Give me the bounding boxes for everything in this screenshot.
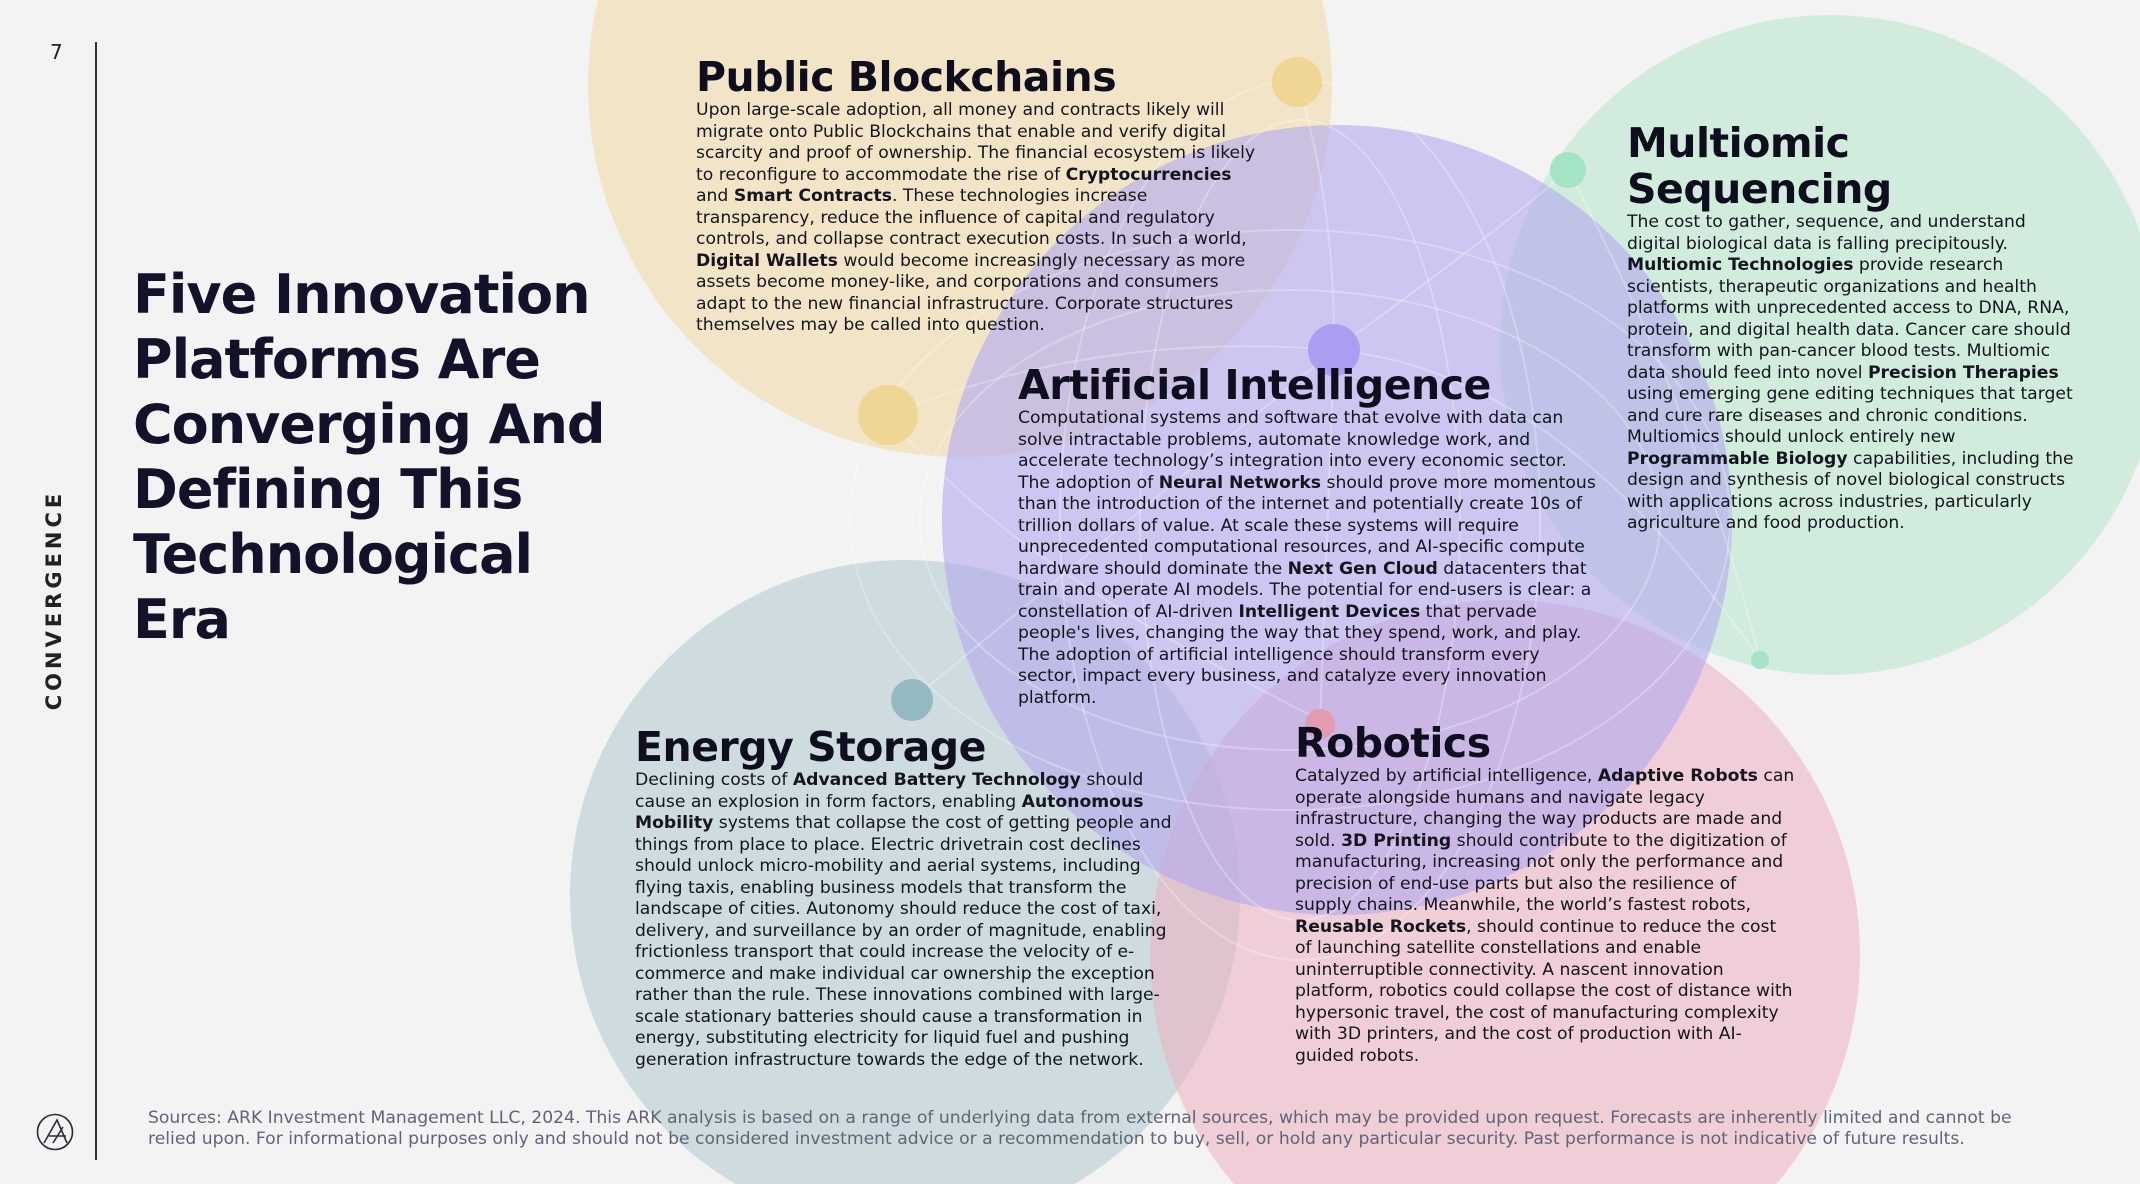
page-title: Five Innovation Platforms Are Converging And Defining This Technological Era bbox=[133, 263, 605, 651]
platform-title: Robotics bbox=[1295, 719, 1491, 767]
key-term: Autonomous Mobility bbox=[635, 791, 1144, 833]
platform-description bbox=[1295, 766, 1795, 1067]
key-term: Adaptive Robots bbox=[1597, 766, 1758, 786]
key-term: Reusable Rockets bbox=[1295, 916, 1467, 937]
platform-multiomic-sequencing bbox=[1627, 120, 2082, 535]
key-term: Precision Therapies bbox=[1867, 362, 2059, 383]
key-term: Neural Networks bbox=[1158, 472, 1322, 493]
text-run: that pervade people's lives, changing the way that they spend, work, and play. The adoption of artificial intelligence should transform every sector, impact every business, and catalyze every innovation platform. bbox=[1018, 601, 1582, 708]
platform-description bbox=[1627, 212, 2082, 535]
page-number: 7 bbox=[50, 40, 63, 64]
text-run: Declining costs of bbox=[635, 770, 793, 790]
text-run: Computational systems and software that evolve with data can solve intractable problems, automate knowledge work, and accelerate technology’s integration into every economic sector. The adoption of bbox=[1018, 408, 1567, 493]
text-run: should prove more momentous than the introduction of the internet and potentially create 10s of trillion dollars of value. At scale these systems will require unprecedented computational resources, and AI-specific compute hardware should dominate the bbox=[1018, 472, 1596, 579]
text-run: datacenters that train and operate AI models. The potential for end-users is clear: a constellation of AI-driven bbox=[1018, 558, 1592, 622]
platform-description bbox=[1018, 408, 1603, 709]
key-term: Advanced Battery Technology bbox=[792, 770, 1081, 790]
key-term: Smart Contracts bbox=[733, 186, 892, 206]
text-run: Catalyzed by artificial intelligence, bbox=[1295, 766, 1598, 786]
text-run: should contribute to the digitization of manufacturing, increasing not only the performance and precision of end-use parts but also the resilience of supply chains. Meanwhile, the world’s fastest robots, bbox=[1295, 830, 1787, 915]
vertical-divider bbox=[95, 42, 97, 1160]
text-run: systems that collapse the cost of getting people and things from place to place. Electric drivetrain cost declines should unlock micro-mobility and aerial systems, including flying taxis, enabling business models that transform the landscape of cities. Autonomy should reduce the cost of taxi, delivery, and surveillance by an order of magnitude, enabling frictionless transport that could increase the velocity of e-commerce and make individual car ownership the exception rather than the rule. These innovations combined with large-scale stationary batteries should cause a transformation in energy, substituting electricity for liquid fuel and pushing generation infrastructure towards the edge of the network. bbox=[635, 813, 1172, 1070]
text-run: . These technologies increase transparency, reduce the influence of capital and regulatory controls, and collapse contract execution costs. In such a world, bbox=[696, 186, 1247, 249]
platform-title: Public Blockchains bbox=[696, 53, 1117, 101]
key-term: 3D Printing bbox=[1341, 830, 1452, 851]
text-run: can operate alongside humans and navigate legacy infrastructure, changing the way products are made and sold. bbox=[1295, 766, 1795, 851]
text-run: and bbox=[696, 186, 734, 206]
key-term: Intelligent Devices bbox=[1238, 601, 1421, 622]
key-term: Programmable Biology bbox=[1627, 448, 1848, 469]
platform-description bbox=[635, 770, 1190, 1071]
ark-logo-icon bbox=[36, 1113, 74, 1151]
key-term: Digital Wallets bbox=[696, 250, 838, 271]
platform-public-blockchains bbox=[696, 54, 1256, 337]
text-run: The cost to gather, sequence, and understand digital biological data is falling precipitously. bbox=[1627, 212, 2026, 254]
platform-artificial-intelligence bbox=[1018, 362, 1603, 709]
key-term: Next Gen Cloud bbox=[1287, 558, 1438, 579]
platform-title: Multiomic Sequencing bbox=[1627, 119, 1892, 213]
platform-title: Artificial Intelligence bbox=[1018, 361, 1491, 409]
key-term: Multiomic Technologies bbox=[1627, 255, 1854, 275]
section-label: CONVERGENCE bbox=[42, 489, 66, 711]
text-run: , should continue to reduce the cost of launching satellite constellations and enable uninterruptible connectivity. A nascent innovation platform, robotics could collapse the cost of distance with hypersonic travel, the cost of manufacturing complexity with 3D printers, and the cost of production with AI-guided robots. bbox=[1295, 916, 1793, 1066]
text-run: provide research scientists, therapeutic organizations and health platforms with unprecedented access to DNA, RNA, protein, and digital health data. Cancer care should transform with pan-cancer blood tests. Multiomic data should feed into novel bbox=[1627, 255, 2071, 383]
platform-description bbox=[696, 100, 1256, 337]
platform-energy-storage bbox=[635, 724, 1190, 1071]
text-run: capabilities, including the design and synthesis of novel biological constructs with applications across industries, particularly agriculture and food production. bbox=[1627, 448, 2074, 533]
text-run: would become increasingly necessary as more assets become money-like, and corporations and consumers adapt to the new financial infrastructure. Corporate structures themselves may be called into question. bbox=[696, 250, 1246, 335]
platform-robotics bbox=[1295, 720, 1795, 1067]
text-run: should cause an explosion in form factors, enabling bbox=[635, 770, 1144, 812]
platform-title: Energy Storage bbox=[635, 723, 986, 771]
sources-disclaimer: Sources: ARK Investment Management LLC, 2024. This ARK analysis is based on a range of underlying data from external sources, which may be provided upon request. Forecasts are inherently limited and cannot be relied upon. For informational purposes only and should not be considered investment advice or a recommendation to buy, sell, or hold any particular security. Past performance is not indicative of future results. bbox=[148, 1108, 2012, 1149]
key-term: Cryptocurrencies bbox=[1065, 164, 1232, 185]
text-run: using emerging gene editing techniques that target and cure rare diseases and chronic conditions. Multiomics should unlock entirely new bbox=[1627, 384, 2073, 447]
text-run: Upon large-scale adoption, all money and contracts likely will migrate onto Public Blockchains that enable and verify digital scarcity and proof of ownership. The financial ecosystem is likely to reconfigure to accommodate the rise of bbox=[696, 100, 1256, 185]
